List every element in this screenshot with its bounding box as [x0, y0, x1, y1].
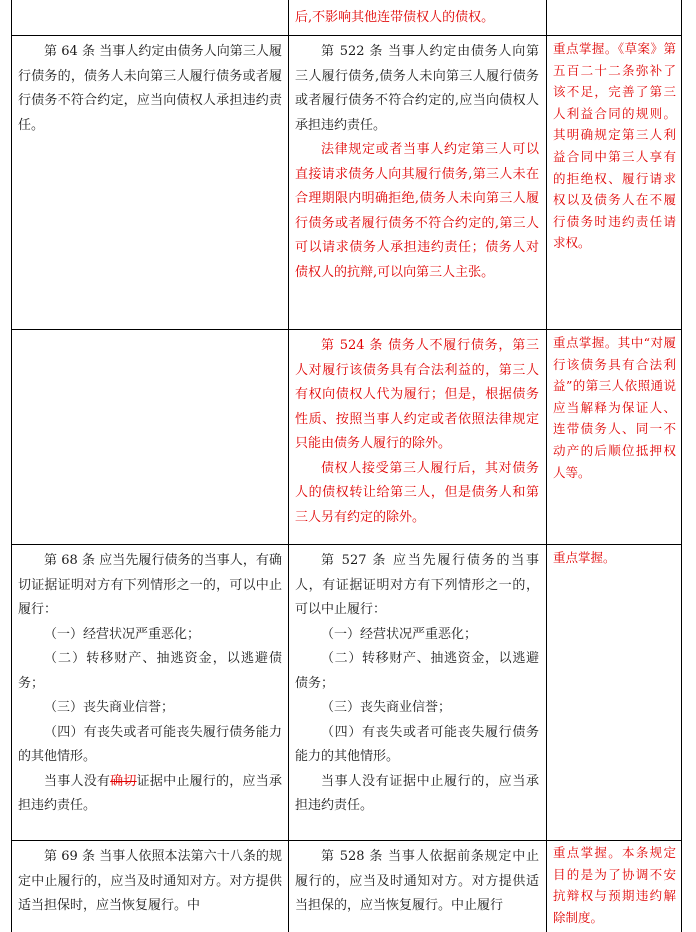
new-law-cell — [291, 549, 543, 839]
new-paragraph: 当事人没有证据中止履行的，应当承担违约责任。 — [295, 773, 539, 813]
table-border-left — [11, 0, 12, 932]
new-paragraph: 法律规定或者当事人约定第三人可以直接请求债务人向其履行债务,第三人未在合理期限内明确拒绝,债务人未向第三人履行债务或者履行债务不符合约定的,第三人可以请求债务人承担违约责任；债务人对债权人的抗辩,可以向第三人主张。 — [295, 142, 539, 280]
old-paragraph: （四）有丧失或者可能丧失履行债务能力的其他情形。 — [18, 724, 282, 764]
table-border-right — [681, 0, 682, 932]
old-paragraph: 当事人没有确切证据中止履行的，应当承担违约责任。 — [18, 773, 282, 813]
new-paragraph: （四）有丧失或者可能丧失履行债务能力的其他情形。 — [295, 724, 539, 764]
new-law-cell — [291, 334, 543, 544]
old-paragraph: 第 69 条 当事人依照本法第六十八条的规定中止履行的，应当及时通知对方。对方提供适当担保时，应当恢复履行。中 — [18, 849, 282, 913]
new-paragraph: 债权人接受第三人履行后，其对债务人的债权转让给第三人，但是债务人和第三人另有约定的除外。 — [295, 460, 539, 525]
note-cell — [549, 842, 680, 932]
new-paragraph: 第 522 条 当事人约定由债务人向第三人履行债务,债务人未向第三人履行债务或者履行债务不符合约定的,应当向债权人承担违约责任。 — [295, 44, 539, 133]
note-paragraph: 重点掌握。其中“对履行该债务具有合法利益”的第三人依照通说应当解释为保证人、连带债务人、同一不动产的后顺位抵押权人等。 — [553, 335, 676, 480]
table-border-col2 — [546, 0, 547, 932]
new-paragraph: 第 524 条 债务人不履行债务，第三人对履行该债务具有合法利益的，第三人有权向债权人代为履行；但是，根据债务性质、按照当事人约定或者依照法律规定只能由债务人履行的除外。 — [295, 338, 539, 451]
old-paragraph: 第 64 条 当事人约定由债务人向第三人履行债务的，债务人未向第三人履行债务或者履行债务不符合约定，应当向债权人承担违约责任。 — [18, 44, 282, 133]
note-paragraph: 重点掌握。本条规定目的是为了协调不安抗辩权与预期违约解除制度。 — [553, 845, 676, 925]
new-law-cell — [291, 845, 543, 932]
table-border-col1 — [288, 0, 289, 932]
note-paragraph: 重点掌握。《草案》第五百二十二条弥补了该不足，完善了第三人利益合同的规则。其明确规定第三人利益合同中第三人享有的拒绝权、履行请求权以及债务人在不履行债务时违约责任请求权。 — [553, 41, 676, 251]
new-paragraph: （一）经营状况严重恶化； — [321, 626, 478, 642]
new-paragraph: （二）转移财产、抽逃资金，以逃避债务； — [295, 651, 539, 691]
note-cell — [549, 332, 680, 543]
new-paragraph: 后,不影响其他连带债权人的债权。 — [295, 10, 495, 25]
note-cell — [549, 547, 680, 839]
old-paragraph: （二）转移财产、抽逃资金，以逃避债务； — [18, 651, 282, 691]
old-law-cell — [14, 549, 286, 839]
new-law-cell — [291, 40, 543, 328]
old-paragraph: 第 68 条 应当先履行债务的当事人，有确切证据证明对方有下列情形之一的，可以中止履行： — [18, 553, 282, 617]
old-paragraph: （三）丧失商业信誉； — [44, 700, 175, 715]
row-divider — [11, 544, 682, 545]
row-divider — [11, 840, 682, 841]
old-law-cell — [14, 40, 286, 328]
new-paragraph: 第 528 条 当事人依据前条规定中止履行的，应当及时通知对方。对方提供适当担保的，应当恢复履行。中止履行 — [295, 849, 539, 913]
new-paragraph: （三）丧失商业信誉； — [321, 700, 452, 715]
new-law-cell — [291, 6, 543, 36]
struck-text: 确切 — [110, 773, 137, 789]
note-paragraph: 重点掌握。 — [553, 550, 616, 565]
old-law-cell — [14, 845, 286, 932]
row-divider — [11, 329, 682, 330]
note-cell — [549, 38, 680, 328]
new-paragraph: 第 527 条 应当先履行债务的当事人，有证据证明对方有下列情形之一的，可以中止履行： — [295, 553, 539, 617]
old-paragraph: （一）经营状况严重恶化； — [44, 626, 201, 642]
